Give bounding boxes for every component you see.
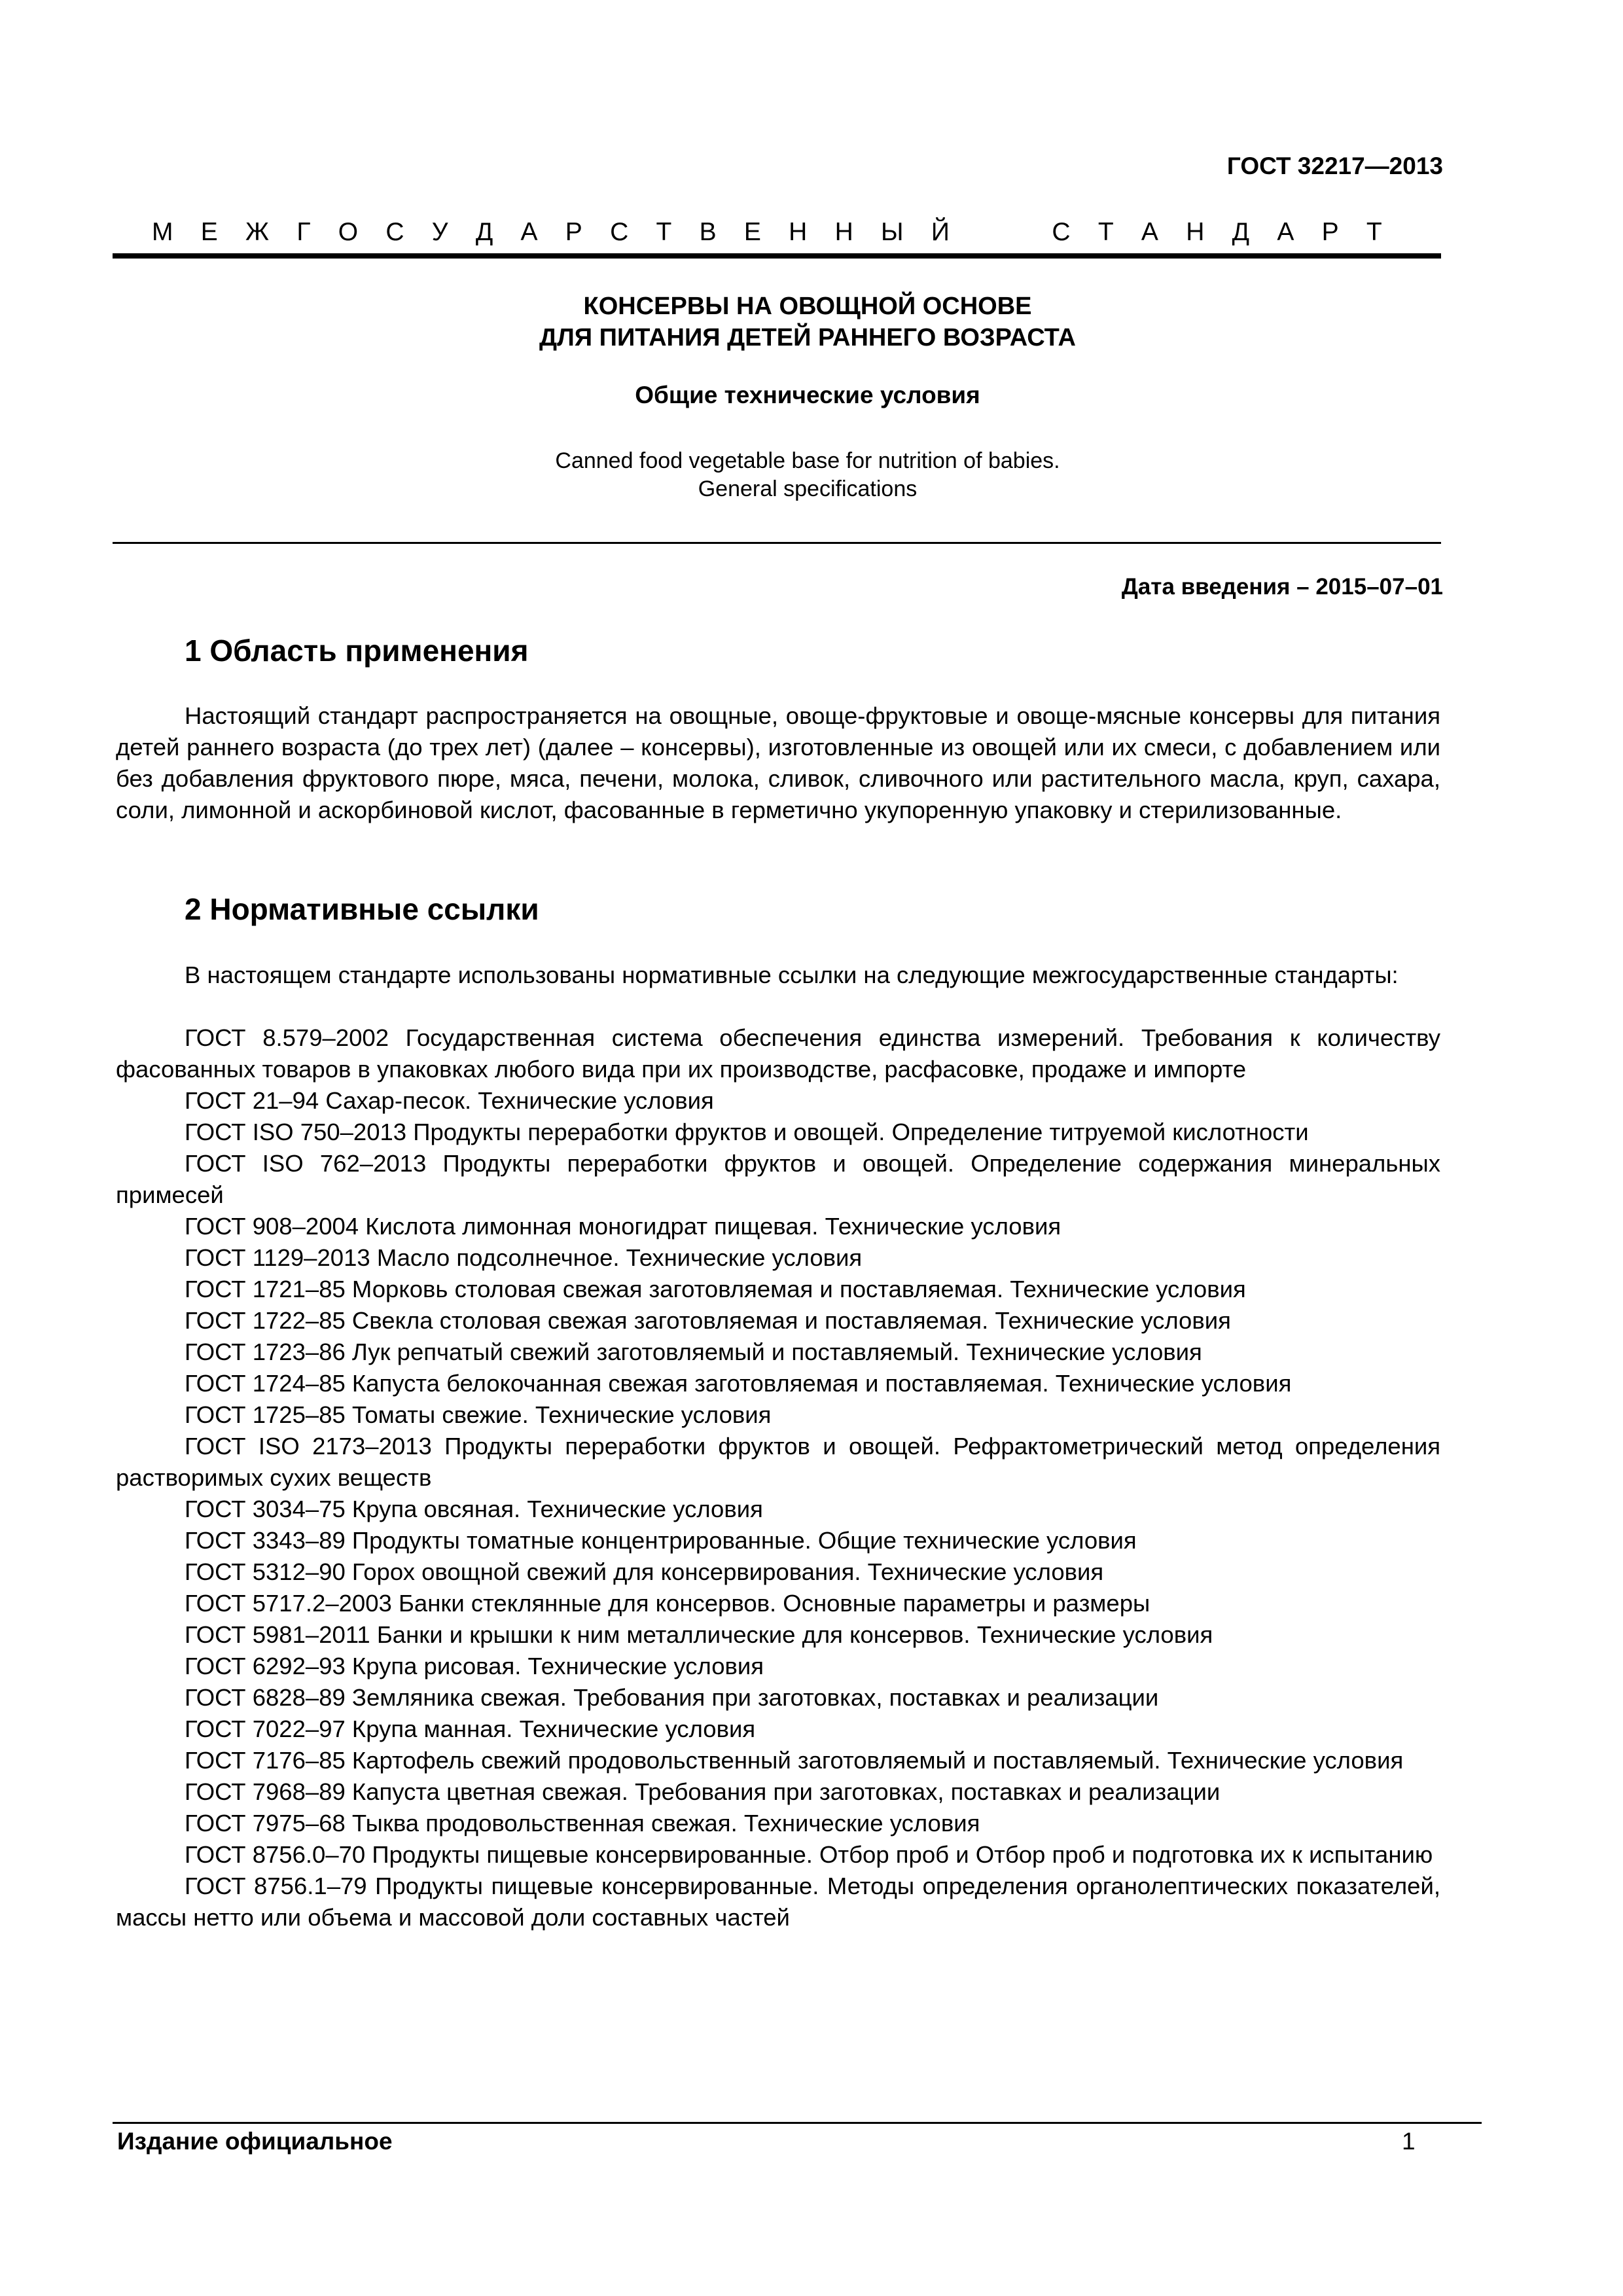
banner-letter: Т xyxy=(656,218,672,246)
banner-letter: В xyxy=(699,218,717,246)
banner-letter: Д xyxy=(475,218,493,246)
reference-item: ГОСТ 8756.1–79 Продукты пищевые консервированные. Методы определения органолептических показателей, массы нетто или объема и массовой доли составных частей xyxy=(116,1873,1440,1931)
banner-letter: С xyxy=(1052,218,1071,246)
document-subtitle: Общие технические условия xyxy=(635,382,980,408)
english-title-line-1: Canned food vegetable base for nutrition of babies. xyxy=(555,448,1060,473)
introduction-date: Дата введения – 2015–07–01 xyxy=(1121,574,1443,600)
banner-letter: Р xyxy=(565,218,582,246)
banner-letter: Т xyxy=(1366,218,1382,246)
reference-item: ГОСТ 5312–90 Горох овощной свежий для консервирования. Технические условия xyxy=(185,1558,1104,1585)
banner-letter: Г xyxy=(296,218,311,246)
section-1-paragraph: Настоящий стандарт распространяется на овощные, овоще-фруктовые и овоще-мясные консервы для питания детей раннего возраста (до трех лет) (далее – консервы), изготовленные из овощей или их смеси, с добавлением или без добавления фруктового пюре, мяса, печени, молока, сливок, сливочного или растительного масла, круп, сахара, соли, лимонной и аскорбиновой кислот, фасованные в герметично укупоренную упаковку и стерилизованные. xyxy=(116,702,1440,823)
banner-letter: М xyxy=(152,218,173,246)
reference-item: ГОСТ 21–94 Сахар-песок. Технические условия xyxy=(185,1087,714,1114)
banner-letter: С xyxy=(610,218,629,246)
banner-letter: О xyxy=(338,218,359,246)
reference-item: ГОСТ 6828–89 Земляника свежая. Требования при заготовках, поставках и реализации xyxy=(185,1684,1159,1711)
official-edition-label: Издание официальное xyxy=(117,2128,393,2155)
reference-item: ГОСТ 1724–85 Капуста белокочанная свежая заготовляемая и поставляемая. Технические условия xyxy=(185,1370,1292,1397)
standard-banner xyxy=(152,218,1382,247)
banner-letter: Т xyxy=(1097,218,1114,246)
banner-letter: Ж xyxy=(245,218,270,246)
section-2-intro-paragraph: В настоящем стандарте использованы нормативные ссылки на следующие межгосударственные стандарты: xyxy=(185,961,1399,988)
banner-letter: Н xyxy=(1186,218,1205,246)
reference-item: ГОСТ 8756.0–70 Продукты пищевые консервированные. Отбор проб и Отбор проб и подготовка их к испытанию xyxy=(185,1841,1433,1868)
reference-item: ГОСТ 6292–93 Крупа рисовая. Технические условия xyxy=(185,1653,764,1679)
banner-letter: С xyxy=(385,218,404,246)
banner-letter: Н xyxy=(834,218,853,246)
banner-letter: Й xyxy=(931,218,950,246)
banner-letter: У xyxy=(431,218,448,246)
banner-gap xyxy=(977,218,1024,247)
section-2-intro xyxy=(116,960,1440,991)
banner-letter: А xyxy=(1277,218,1294,246)
footer-rule xyxy=(113,2122,1482,2124)
reference-item: ГОСТ ISO 2173–2013 Продукты переработки фруктов и овощей. Рефрактометрический метод определения растворимых сухих веществ xyxy=(116,1433,1440,1491)
page-number: 1 xyxy=(1402,2128,1416,2155)
document-number: ГОСТ 32217—2013 xyxy=(1226,152,1443,179)
reference-item: ГОСТ 3034–75 Крупа овсяная. Технические условия xyxy=(185,1496,763,1522)
reference-item: ГОСТ 1721–85 Морковь столовая свежая заготовляемая и поставляемая. Технические условия xyxy=(185,1276,1246,1302)
section-2-heading: 2 Нормативные ссылки xyxy=(185,892,539,926)
reference-item: ГОСТ 7975–68 Тыква продовольственная свежая. Технические условия xyxy=(185,1810,980,1837)
reference-item: ГОСТ 5717.2–2003 Банки стеклянные для консервов. Основные параметры и размеры xyxy=(185,1590,1150,1617)
reference-item: ГОСТ 1722–85 Свекла столовая свежая заготовляемая и поставляемая. Технические условия xyxy=(185,1307,1231,1334)
reference-item: ГОСТ ISO 762–2013 Продукты переработки фруктов и овощей. Определение содержания минеральных примесей xyxy=(116,1150,1440,1208)
reference-item: ГОСТ ISO 750–2013 Продукты переработки фруктов и овощей. Определение титруемой кислотности xyxy=(185,1119,1309,1145)
reference-item: ГОСТ 7968–89 Капуста цветная свежая. Требования при заготовках, поставках и реализации xyxy=(185,1778,1221,1805)
banner-letter: Ы xyxy=(881,218,904,246)
reference-item: ГОСТ 8.579–2002 Государственная система обеспечения единства измерений. Требования к количеству фасованных товаров в упаковках любого вида при их производстве, расфасовке, продаже и импорте xyxy=(116,1024,1440,1083)
reference-item: ГОСТ 3343–89 Продукты томатные концентрированные. Общие технические условия xyxy=(185,1527,1137,1554)
header-rule xyxy=(113,253,1441,259)
normative-references-list xyxy=(116,1022,1440,1933)
banner-letter: Е xyxy=(200,218,218,246)
banner-letter: Д xyxy=(1232,218,1250,246)
reference-item: ГОСТ 5981–2011 Банки и крышки к ним металлические для консервов. Технические условия xyxy=(185,1621,1213,1648)
document-title xyxy=(113,291,1503,353)
english-title-line-2: General specifications xyxy=(698,476,918,501)
title-line-2: ДЛЯ ПИТАНИЯ ДЕТЕЙ РАННЕГО ВОЗРАСТА xyxy=(539,324,1076,351)
banner-letter: Н xyxy=(789,218,808,246)
english-title xyxy=(113,447,1503,503)
reference-item: ГОСТ 7022–97 Крупа манная. Технические условия xyxy=(185,1715,756,1742)
reference-item: ГОСТ 908–2004 Кислота лимонная моногидрат пищевая. Технические условия xyxy=(185,1213,1061,1240)
section-1-heading: 1 Область применения xyxy=(185,634,529,668)
title-rule xyxy=(113,542,1441,544)
section-1-body xyxy=(116,700,1440,826)
title-line-1: КОНСЕРВЫ НА ОВОЩНОЙ ОСНОВЕ xyxy=(583,293,1032,320)
banner-letter: А xyxy=(520,218,538,246)
reference-item: ГОСТ 7176–85 Картофель свежий продовольственный заготовляемый и поставляемый. Технические условия xyxy=(185,1747,1404,1774)
reference-item: ГОСТ 1725–85 Томаты свежие. Технические условия xyxy=(185,1401,772,1428)
reference-item: ГОСТ 1723–86 Лук репчатый свежий заготовляемый и поставляемый. Технические условия xyxy=(185,1338,1202,1365)
banner-letter: А xyxy=(1141,218,1158,246)
banner-letter: Е xyxy=(743,218,761,246)
reference-item: ГОСТ 1129–2013 Масло подсолнечное. Технические условия xyxy=(185,1244,863,1271)
banner-letter: Р xyxy=(1321,218,1339,246)
